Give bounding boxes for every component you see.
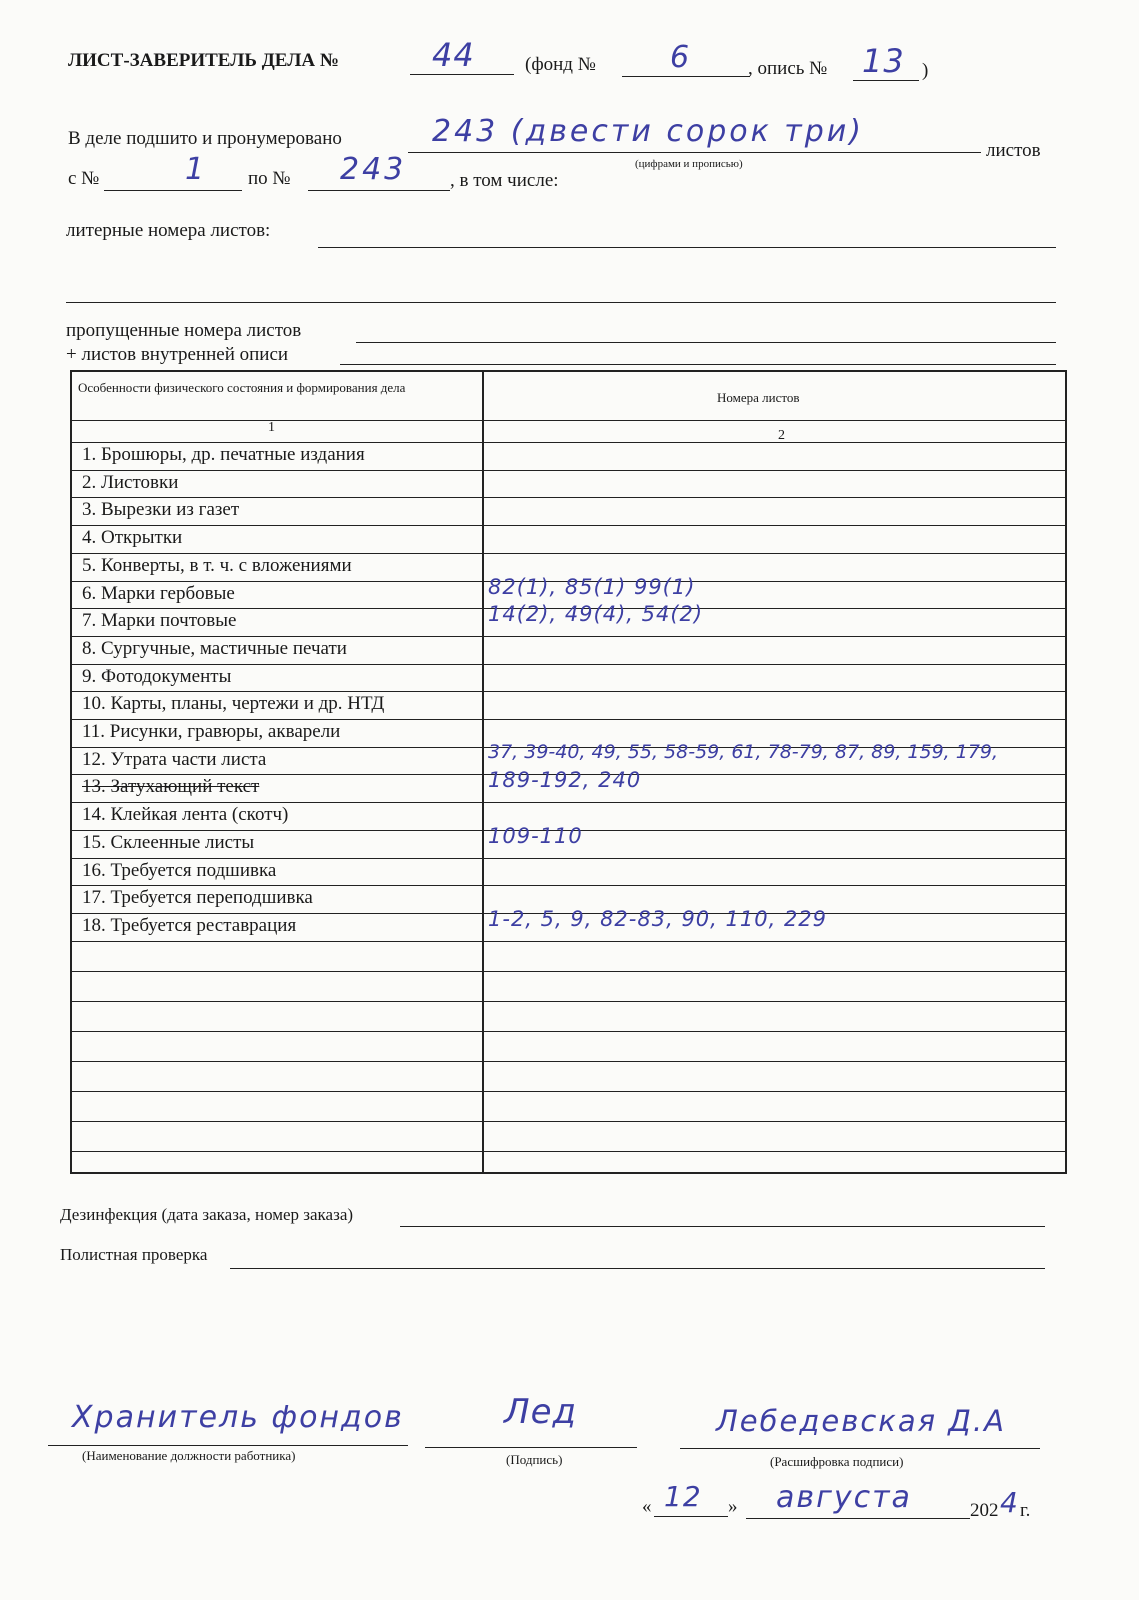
col1-number: 1 bbox=[268, 420, 275, 435]
from-line bbox=[104, 190, 242, 191]
date-day-line bbox=[654, 1516, 728, 1517]
sheets-prefix: В деле подшито и пронумеровано bbox=[68, 128, 342, 149]
missing-line bbox=[356, 342, 1056, 343]
date-close: » bbox=[728, 1496, 738, 1517]
row-value: 1-2, 5, 9, 82-83, 90, 110, 229 bbox=[488, 906, 828, 931]
check-label: Полистная проверка bbox=[60, 1245, 208, 1264]
from-value: 1 bbox=[185, 152, 206, 187]
liter-line bbox=[318, 247, 1056, 248]
row-value: 189-192, 240 bbox=[488, 768, 642, 793]
fond-label: (фонд № bbox=[525, 54, 596, 75]
blank-row-divider bbox=[72, 1061, 1065, 1062]
inner-label: + листов внутренней описи bbox=[66, 344, 289, 365]
opis-number-value: 13 bbox=[862, 42, 905, 80]
position-line bbox=[48, 1445, 408, 1446]
row-value: 37, 39-40, 49, 55, 58-59, 61, 78-79, 87, 89, 159, 179, bbox=[488, 740, 999, 763]
inner-line bbox=[340, 364, 1056, 365]
row-value: 109-110 bbox=[488, 823, 583, 848]
row-label: 9. Фотодокументы bbox=[82, 665, 232, 687]
row-divider bbox=[72, 885, 1065, 886]
row-label: 3. Вырезки из газет bbox=[82, 499, 240, 521]
row-value: 14(2), 49(4), 54(2) bbox=[488, 602, 704, 627]
row-label: 5. Конверты, в т. ч. с вложениями bbox=[82, 554, 352, 576]
signature-value: Лед bbox=[504, 1392, 577, 1432]
signature-hint: (Подпись) bbox=[506, 1452, 563, 1467]
date-month: августа bbox=[776, 1480, 912, 1515]
row-divider bbox=[72, 470, 1065, 471]
row-divider bbox=[72, 691, 1065, 692]
row-label: 18. Требуется реставрация bbox=[82, 914, 297, 936]
to-line bbox=[308, 190, 450, 191]
liter-line-2 bbox=[66, 302, 1056, 303]
row-label: 8. Сургучные, мастичные печати bbox=[82, 637, 347, 659]
blank-row-divider bbox=[72, 1031, 1065, 1032]
row-divider bbox=[72, 719, 1065, 720]
header-divider-2 bbox=[482, 420, 1065, 421]
sheets-suffix: листов bbox=[986, 140, 1041, 161]
column-divider bbox=[482, 372, 484, 1172]
decode-hint: (Расшифровка подписи) bbox=[770, 1454, 904, 1469]
date-month-line bbox=[746, 1518, 970, 1519]
fond-number-value: 6 bbox=[670, 40, 691, 75]
check-line bbox=[230, 1268, 1045, 1269]
row-value: 82(1), 85(1) 99(1) bbox=[488, 574, 696, 599]
position-value: Хранитель фондов bbox=[72, 1400, 404, 1435]
position-hint: (Наименование должности работника) bbox=[82, 1448, 296, 1463]
row-label: 16. Требуется подшивка bbox=[82, 859, 277, 881]
row-divider bbox=[72, 636, 1065, 637]
blank-row-divider bbox=[72, 1091, 1065, 1092]
row-label: 4. Открытки bbox=[82, 527, 183, 549]
header-divider bbox=[72, 420, 482, 421]
to-label: по № bbox=[248, 168, 291, 189]
opis-number-line bbox=[853, 80, 919, 81]
disinfect-line bbox=[400, 1226, 1045, 1227]
year-prefix: 202 bbox=[970, 1500, 999, 1521]
liter-label: литерные номера листов: bbox=[66, 220, 271, 241]
row-label: 15. Склеенные листы bbox=[82, 831, 255, 853]
delo-number-line bbox=[410, 74, 514, 75]
row-label: 2. Листовки bbox=[82, 471, 179, 493]
row-divider bbox=[72, 802, 1065, 803]
row-divider bbox=[72, 553, 1065, 554]
row-divider bbox=[72, 664, 1065, 665]
disinfect-label: Дезинфекция (дата заказа, номер заказа) bbox=[60, 1205, 354, 1224]
row-label: 6. Марки гербовые bbox=[82, 582, 235, 604]
page-title: ЛИСТ-ЗАВЕРИТЕЛЬ ДЕЛА № bbox=[68, 50, 339, 71]
row-divider bbox=[72, 442, 1065, 443]
from-label: с № bbox=[68, 168, 100, 189]
year-suffix: г. bbox=[1020, 1500, 1031, 1521]
row-label: 13. Затухающий текст bbox=[82, 776, 260, 798]
decode-value: Лебедевская Д.А bbox=[716, 1404, 1006, 1438]
opis-close: ) bbox=[922, 60, 929, 81]
blank-row-divider bbox=[72, 1001, 1065, 1002]
col2-number: 2 bbox=[778, 428, 785, 443]
to-value: 243 bbox=[340, 152, 407, 187]
row-label: 11. Рисунки, гравюры, акварели bbox=[82, 721, 341, 742]
row-label: 10. Карты, планы, чертежи и др. НТД bbox=[82, 693, 385, 715]
date-open: « bbox=[642, 1496, 652, 1517]
opis-label: , опись № bbox=[748, 58, 828, 79]
row-label: 17. Требуется переподшивка bbox=[82, 887, 313, 909]
row-label: 1. Брошюры, др. печатные издания bbox=[82, 444, 365, 465]
fond-number-line bbox=[622, 76, 750, 77]
delo-number-value: 44 bbox=[432, 36, 475, 74]
blank-row-divider bbox=[72, 971, 1065, 972]
blank-row-divider bbox=[72, 941, 1065, 942]
sheets-count-line bbox=[408, 152, 981, 153]
row-label: 7. Марки почтовые bbox=[82, 610, 237, 632]
col1-header: Особенности физического состояния и формирования дела bbox=[78, 380, 406, 395]
date-day: 12 bbox=[664, 1480, 702, 1513]
row-divider bbox=[72, 497, 1065, 498]
sheets-count-hint: (цифрами и прописью) bbox=[635, 158, 743, 170]
incl-label: , в том числе: bbox=[450, 170, 559, 191]
row-divider bbox=[72, 525, 1065, 526]
col2-header: Номера листов bbox=[717, 390, 800, 405]
decode-line bbox=[680, 1448, 1040, 1449]
blank-row-divider bbox=[72, 1121, 1065, 1122]
row-label: 14. Клейкая лента (скотч) bbox=[82, 804, 289, 826]
blank-row-divider bbox=[72, 1151, 1065, 1152]
row-label: 12. Утрата части листа bbox=[82, 748, 267, 770]
sheets-count-value: 243 (двести сорок три) bbox=[432, 114, 865, 149]
year-digit: 4 bbox=[1000, 1486, 1019, 1519]
signature-line bbox=[425, 1447, 637, 1448]
row-divider bbox=[72, 858, 1065, 859]
condition-table bbox=[70, 370, 1067, 1174]
missing-label: пропущенные номера листов bbox=[66, 320, 302, 341]
